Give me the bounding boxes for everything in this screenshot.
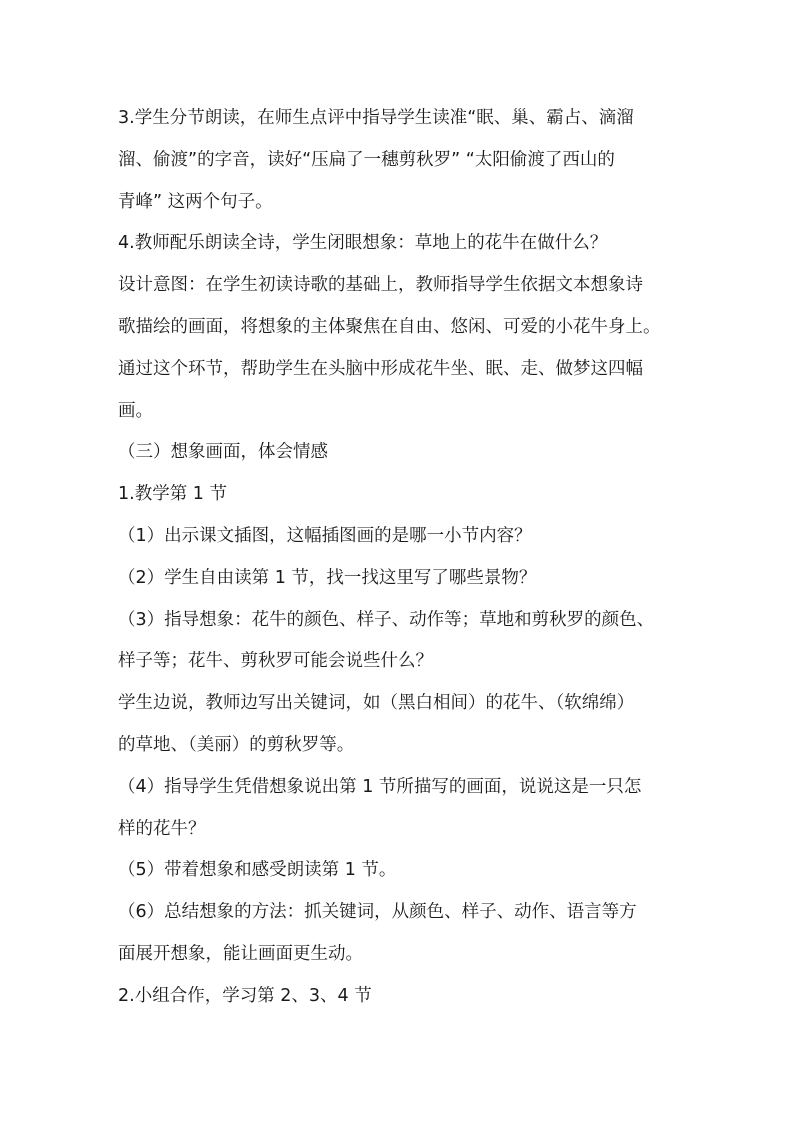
text-line: 3.学生分节朗读，在师生点评中指导学生读准“眠、巢、霸占、滴溜 (118, 108, 634, 128)
text-line: （6）总结想象的方法：抓关键词，从颜色、样子、动作、语言等方 (118, 902, 637, 923)
text-line: （5）带着想象和感受朗读第 1 节。 (118, 860, 397, 881)
text-line: 学生边说，教师边写出关键词，如（黑白相间）的花牛、（软绵绵） (118, 693, 635, 714)
section-heading: （三）想象画面，体会情感 (118, 442, 328, 463)
text-line: 歌描绘的画面，将想象的主体聚焦在自由、悠闲、可爱的小花牛身上。 (118, 316, 661, 337)
text-line: （3）指导想象：花牛的颜色、样子、动作等；草地和剪秋罗的颜色、 (118, 609, 655, 630)
text-line: 青峰” 这两个句子。 (118, 191, 273, 212)
text-line: 面展开想象，能让画面更生动。 (118, 943, 363, 964)
text-line: （2）学生自由读第 1 节，找一找这里写了哪些景物？ (118, 567, 537, 588)
text-line: 画。 (118, 400, 153, 421)
text-line: 溜、偷渡”的字音，读好“压扁了一穗剪秋罗” “太阳偷渡了西山的 (118, 149, 615, 170)
subsection-heading: 1.教学第 1 节 (118, 484, 227, 505)
document-body (118, 98, 698, 1018)
text-line: 通过这个环节，帮助学生在头脑中形成花牛坐、眠、走、做梦这四幅 (118, 358, 643, 379)
text-line: 样子等；花牛、剪秋罗可能会说些什么？ (118, 651, 433, 672)
text-line: （4）指导学生凭借想象说出第 1 节所描写的画面，说说这是一只怎 (118, 776, 642, 797)
text-line: 样的花牛？ (118, 818, 206, 839)
text-line: 的草地、（美丽）的剪秋罗等。 (118, 734, 355, 755)
text-line: 4.教师配乐朗读全诗，学生闭眼想象：草地上的花牛在做什么？ (118, 233, 608, 254)
text-line: 设计意图：在学生初读诗歌的基础上，教师指导学生依据文本想象诗 (118, 275, 643, 296)
text-line: （1）出示课文插图，这幅插图画的是哪一小节内容？ (118, 525, 532, 546)
subsection-heading: 2.小组合作，学习第 2、3、4 节 (118, 985, 372, 1006)
